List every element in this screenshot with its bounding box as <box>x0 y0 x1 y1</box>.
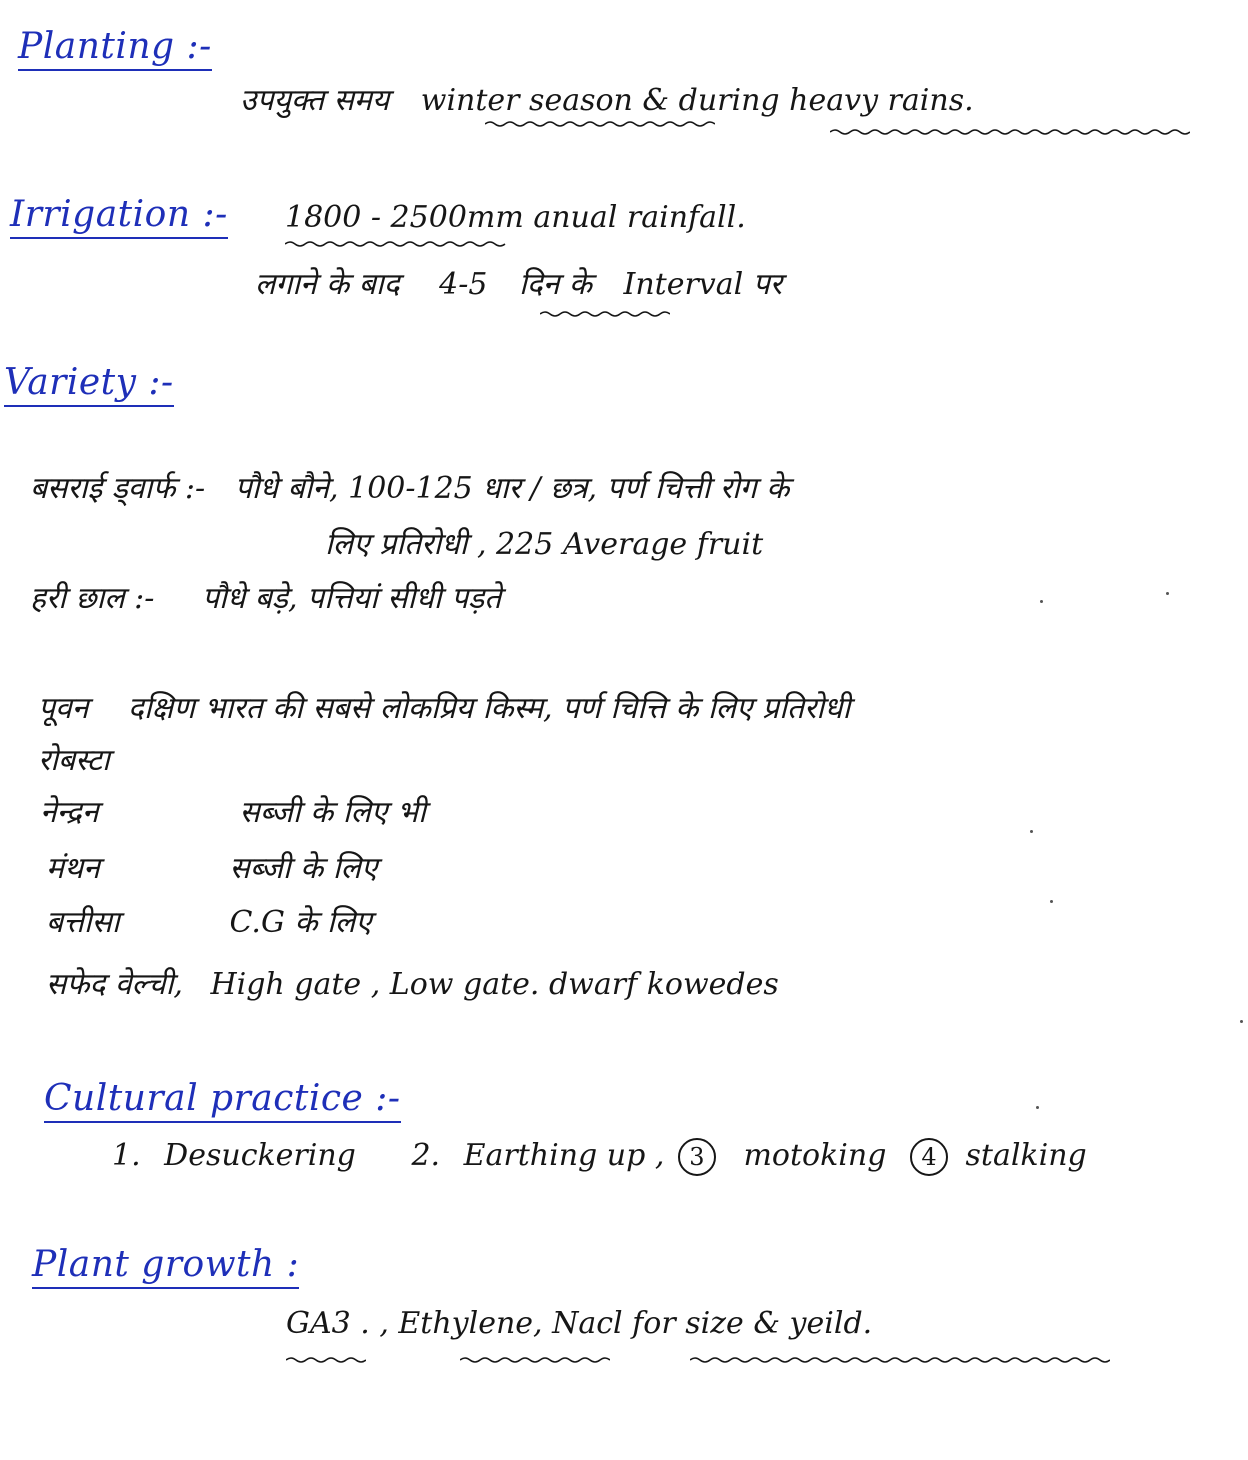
planting-text <box>240 78 974 119</box>
underline-squiggle <box>460 1356 610 1364</box>
variety-name: सफेद वेल्ची, <box>46 967 183 1002</box>
irrigation-rainfall: 1800 - 2500mm anual rainfall. <box>285 200 746 235</box>
cultural-items <box>112 1138 1087 1176</box>
underline-squiggle <box>485 120 715 128</box>
variety-desc: सब्जी के लिए भी <box>239 795 426 830</box>
cultural-item-label: Desuckering <box>164 1138 356 1173</box>
variety-name: बत्तीसा <box>46 905 120 940</box>
variety-name: नेन्द्रन <box>40 795 99 830</box>
scan-speck <box>1166 592 1169 595</box>
variety-desc: पौधे बौने, 100-125 धार / छत्र, पर्ण चित्ती रोग के <box>234 471 790 506</box>
cultural-item-num: 4 <box>910 1138 948 1176</box>
variety-desc: C.G के लिए <box>229 905 372 940</box>
underline-squiggle <box>830 128 1190 136</box>
scan-speck <box>1050 900 1053 903</box>
variety-item <box>38 686 850 727</box>
cultural-item-label: motoking <box>743 1138 887 1173</box>
cultural-item-num: 3 <box>678 1138 716 1176</box>
variety-name: रोबस्टा <box>38 743 110 778</box>
scan-speck <box>1036 1106 1039 1109</box>
variety-desc: सब्जी के लिए <box>229 851 378 886</box>
scan-speck <box>1240 1020 1243 1023</box>
variety-item <box>46 846 377 887</box>
cultural-heading: Cultural practice :- <box>44 1078 401 1119</box>
planting-text-english: winter season & during heavy rains. <box>420 83 974 118</box>
irrigation-heading: Irrigation :- <box>10 194 228 235</box>
variety-desc: पौधे बड़े, पत्तियां सीधी पड़ते <box>201 581 502 616</box>
variety-item <box>46 900 372 941</box>
variety-item <box>40 790 426 831</box>
variety-item <box>38 738 110 779</box>
variety-desc: दक्षिण भारत की सबसे लोकप्रिय किस्म, पर्ण चित्ति के लिए प्रतिरोधी <box>127 691 851 726</box>
planting-heading: Planting :- <box>18 26 212 67</box>
scan-speck <box>1040 600 1043 603</box>
variety-name: बसराई ड्वार्फ :- <box>30 471 206 506</box>
irrigation-interval: लगाने के बाद 4-5 दिन के Interval पर <box>255 267 783 302</box>
variety-item <box>30 466 789 507</box>
variety-item <box>325 522 763 563</box>
cultural-item-label: stalking <box>965 1138 1087 1173</box>
cultural-item-num: 2. <box>411 1138 441 1173</box>
variety-item <box>30 576 501 617</box>
underline-squiggle <box>540 310 670 318</box>
variety-item <box>46 962 779 1003</box>
plant-growth-text: GA3 . , Ethylene, Nacl for size & yeild. <box>286 1306 873 1341</box>
cultural-item-label: Earthing up , <box>463 1138 665 1173</box>
variety-name: हरी छाल :- <box>30 581 155 616</box>
scan-speck <box>1030 830 1033 833</box>
variety-desc: लिए प्रतिरोधी , 225 Average fruit <box>325 527 764 562</box>
variety-desc: High gate , Low gate. dwarf kowedes <box>210 967 779 1002</box>
underline-squiggle <box>286 1356 366 1364</box>
cultural-item-num: 1. <box>112 1138 141 1173</box>
variety-name: पूवन <box>38 691 89 726</box>
underline-squiggle <box>285 240 510 248</box>
plant-growth-heading: Plant growth : <box>32 1244 299 1285</box>
underline-squiggle <box>690 1356 1110 1364</box>
variety-name: मंथन <box>46 851 100 886</box>
variety-heading: Variety :- <box>4 362 174 403</box>
planting-text-hindi: उपयुक्त समय <box>240 83 390 118</box>
